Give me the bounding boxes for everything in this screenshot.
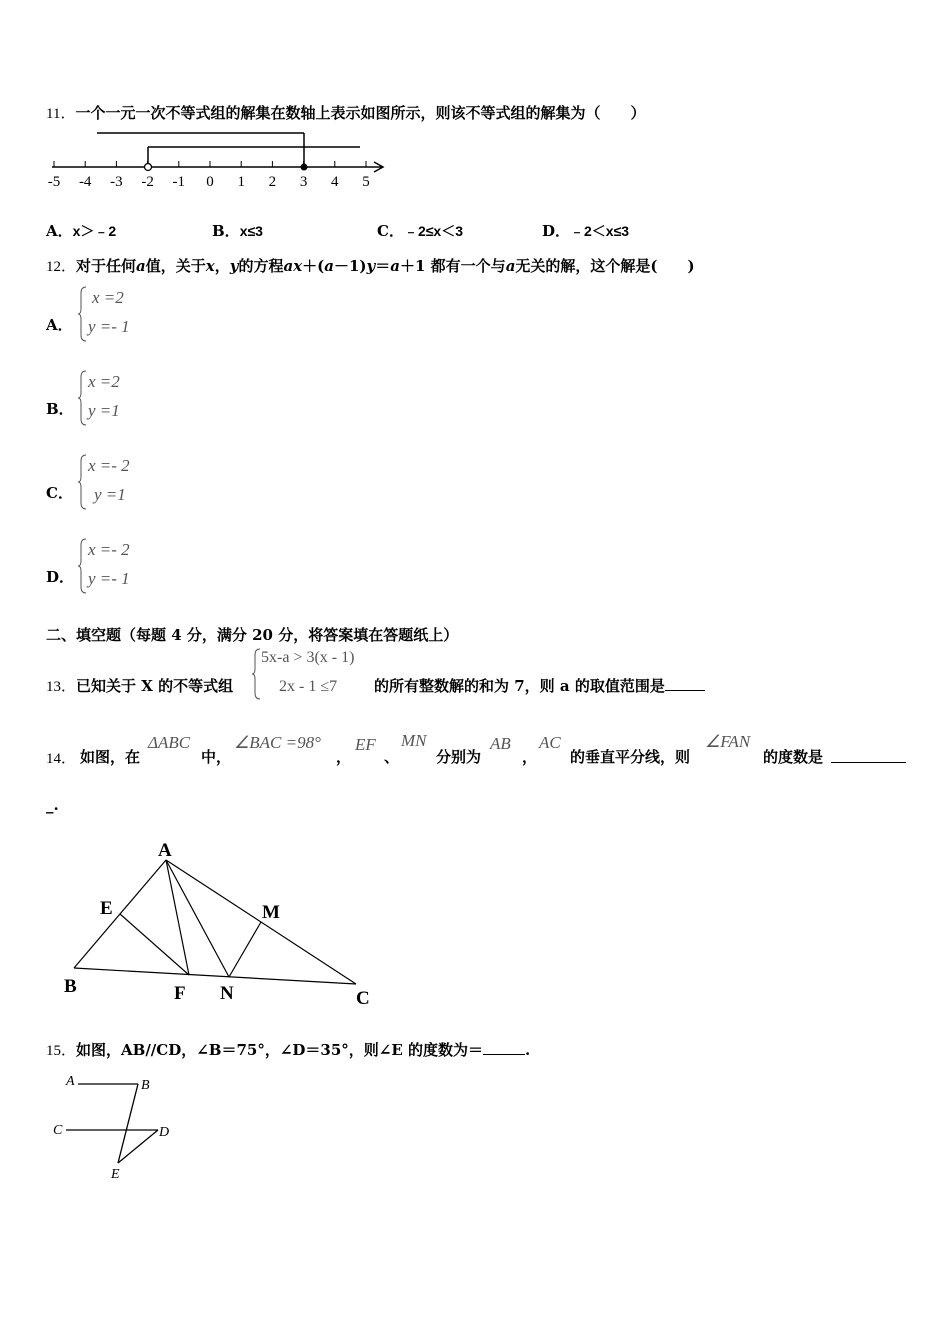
brace-icon [78,453,88,511]
brace-icon [78,537,88,595]
q15-stem: 15．如图，AB//CD，∠B＝75°，∠D＝35°，则∠E 的度数为＝ . [46,1041,531,1059]
label-c: C [53,1123,63,1138]
brace-icon [78,285,88,343]
q13-suffix: 的所有整数解的和为 7，则 a 的取值范围是 [374,675,705,696]
q11-option-a[interactable]: A．x＞﹣2 [46,222,117,240]
label-m: M [262,902,280,923]
label-f: F [174,983,186,1004]
q11-option-d[interactable]: D．﹣2＜x≤3 [542,222,630,240]
q11-options [46,220,686,240]
label-c: C [356,988,370,1009]
axis-tick-label: -5 [47,174,61,190]
q15-figure [46,1068,196,1188]
segment-ac: AC [539,733,561,752]
q14-number: 14． [46,751,77,767]
axis-tick-label: 4 [331,174,339,190]
q11-option-b[interactable]: B．x≤3 [212,222,263,240]
axis-tick-label: 2 [268,174,277,190]
q12-stem: 12．对于任何a值，关于x，y的方程ax＋(a－1)y＝a＋1 都有一个与a无关的解，这个解是( ) [46,257,695,275]
q14-answer-blank[interactable] [831,747,906,763]
angle-bac: ∠BAC =98° [234,733,321,752]
label-e: E [100,898,113,919]
q13-system: 5x-a > 3(x - 1) 2x - 1 ≤7 [252,647,372,701]
brace-icon [78,369,88,427]
q11-text: 一个一元一次不等式组的解集在数轴上表示如图所示，则该不等式组的解集为（ ） [75,104,646,122]
q15-answer-blank[interactable] [483,1039,525,1055]
section-heading: 二、填空题（每题 4 分，满分 20 分，将答案填在答题纸上） [46,626,459,644]
q12-option-d-label[interactable]: D． [46,568,75,586]
axis-tick-label: 0 [206,174,214,190]
triangle-abc: ΔABC [148,733,191,752]
segment-ab: AB [490,734,511,753]
q13-number: 13． [46,679,77,695]
q14-triangle-figure [56,834,386,1012]
q12-option-a-system[interactable]: x =2 y =- 1 [78,285,158,343]
axis-ticks [48,161,370,190]
q12-option-b-label[interactable]: B． [46,400,74,418]
q11-stem [46,102,645,123]
axis-tick-label: 3 [299,174,308,190]
axis-tick-label: -3 [110,174,123,190]
filled-dot-at-3 [301,164,308,171]
open-circle-at-minus2 [145,164,152,171]
q14-tail: _. [46,796,59,814]
label-d: D [159,1125,170,1140]
axis-tick-label: -2 [141,174,154,190]
segment-mn: MN [401,731,427,750]
q12-option-c-system[interactable]: x =- 2 y =1 [78,453,158,511]
q12-option-a-label[interactable]: A． [46,316,73,334]
q12-option-c-label[interactable]: C． [46,484,73,502]
q13-prefix: 13．已知关于 X 的不等式组 [46,677,234,695]
q12-option-d-system[interactable]: x =- 2 y =- 1 [78,537,158,595]
segment-ef: EF [355,735,376,754]
label-a: A [66,1074,75,1089]
angle-fan: ∠FAN [705,732,751,751]
label-e: E [111,1167,120,1182]
label-b: B [141,1078,150,1093]
q11-number-line [40,128,390,190]
axis-tick-label: -4 [78,174,92,190]
q15-number: 15． [46,1043,77,1059]
label-b: B [64,976,77,997]
q12-number: 12． [46,259,77,275]
q13-answer-blank[interactable] [665,675,705,691]
axis-tick-label: 1 [237,174,245,190]
q11-number: 11． [46,106,76,122]
q14-line: 14． 如图，在 ΔABC 中， ∠BAC =98° ， EF 、 MN 分别为 AB ， AC 的垂直平分线，则 ∠FAN 的度数是 [46,734,916,774]
q11-option-c[interactable]: C．﹣2≤x＜3 [377,222,463,240]
q12-option-b-system[interactable]: x =2 y =1 [78,369,158,427]
axis-tick-label: 5 [362,174,370,190]
axis-tick-label: -1 [172,174,186,190]
label-a: A [158,840,172,861]
label-n: N [220,983,234,1004]
